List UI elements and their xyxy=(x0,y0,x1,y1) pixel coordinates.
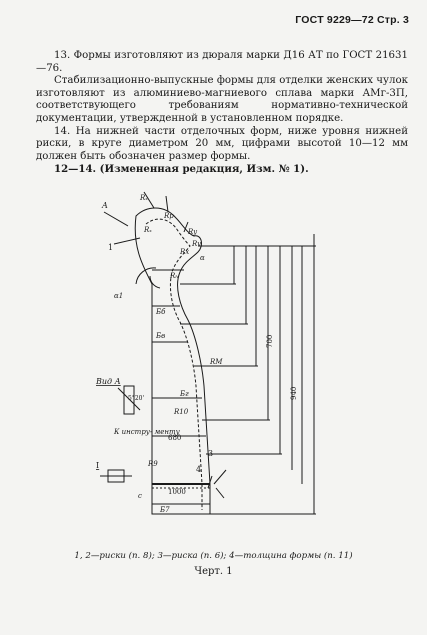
label-b-v: Бв xyxy=(156,332,166,340)
label-dim-680: 680 xyxy=(168,434,182,442)
label-alpha: α xyxy=(200,254,205,262)
figure-number: Черт. 1 xyxy=(194,566,233,577)
label-r-z: Rₓ xyxy=(144,226,152,234)
label-dim-940: 940 xyxy=(290,386,298,400)
label-b-g: Бг xyxy=(180,390,189,398)
view-a-marker: A xyxy=(102,201,108,210)
label-r-x: Rx xyxy=(180,248,190,256)
body-text xyxy=(36,50,408,176)
label-3: 3 xyxy=(208,449,214,458)
paragraph-amendment: 12—14. (Измененная редакция, Изм. № 1). xyxy=(54,163,309,176)
label-b-7: Б7 xyxy=(160,506,170,514)
label-dim-700: 700 xyxy=(266,334,274,348)
view-i-title: I xyxy=(96,461,100,470)
label-r-m: RM xyxy=(210,358,223,366)
to-tool-label: К инстру- менту xyxy=(114,428,180,436)
label-c: c xyxy=(138,492,142,500)
label-alpha1: α1 xyxy=(114,292,124,300)
figure-caption: 1, 2—риски (п. 8); 3—риска (п. 6); 4—толщина формы (п. 11) xyxy=(74,551,353,561)
label-4: 4 xyxy=(196,465,202,474)
paragraph-stabilization-forms: Стабилизационно-выпускные формы для отделки женских чулок изготовляют из алюминиево-магниевого сплава марки АМг-3П, соответствующего требованиям нормативно-технической документации, утвержденной в установленном порядке. xyxy=(36,75,408,124)
label-b-b: Бб xyxy=(156,308,166,316)
view-a-title: Вид А xyxy=(96,377,121,386)
paragraph-13: 13. Формы изготовляют из дюраля марки Д16 АТ по ГОСТ 21631—76. xyxy=(36,50,408,74)
label-r-p: Rp xyxy=(164,212,174,220)
label-r-h: Rₕ xyxy=(170,272,179,280)
running-header: ГОСТ 9229—72 Стр. 3 xyxy=(295,14,409,26)
label-r-v: Rv xyxy=(192,240,202,248)
label-r-9: R9 xyxy=(148,460,158,468)
label-dim-1000: 1000 xyxy=(168,488,186,496)
label-r-10: R10 xyxy=(174,408,189,416)
paragraph-14: 14. На нижней части отделочных форм, ниже уровня нижней риски, в круге диаметром 20 мм, цифрами высотой 10—12 мм должен быть обозначен размер формы. xyxy=(36,125,408,162)
label-1: 1 xyxy=(108,243,114,252)
label-r-t: Rₓ xyxy=(140,194,148,202)
label-angle: 5°20' xyxy=(128,395,145,402)
label-r-y: Ry xyxy=(188,228,198,236)
technical-drawing xyxy=(84,188,324,546)
